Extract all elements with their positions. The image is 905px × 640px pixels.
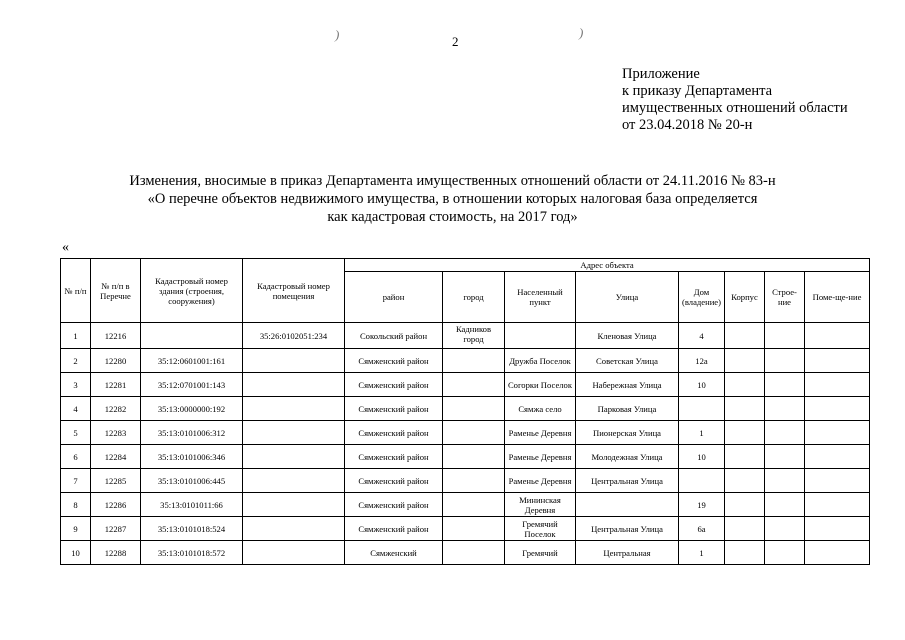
cell-district: Сямженский район [345, 445, 443, 469]
cell-street: Кленовая Улица [576, 323, 679, 349]
cell-corpus [725, 493, 765, 517]
cell-list-num: 12280 [91, 349, 141, 373]
cell-cad-room [243, 493, 345, 517]
cell-settlement: Сямжа село [505, 397, 576, 421]
cell-building [765, 541, 805, 565]
table-row [61, 397, 870, 421]
cell-street: Парковая Улица [576, 397, 679, 421]
appendix-header [622, 66, 848, 134]
cell-city: Кадников город [443, 323, 505, 349]
cell-cad-building: 35:13:0101006:445 [141, 469, 243, 493]
cell-district: Сямженский район [345, 421, 443, 445]
cell-settlement [505, 323, 576, 349]
cell-cad-building: 35:13:0000000:192 [141, 397, 243, 421]
cell-city [443, 349, 505, 373]
cell-cad-room [243, 445, 345, 469]
cell-cad-building: 35:13:0101006:346 [141, 445, 243, 469]
header-settlement: Населенный пункт [505, 272, 576, 323]
cell-city [443, 493, 505, 517]
cell-house: 1 [679, 421, 725, 445]
cell-room [805, 517, 870, 541]
header-house: Дом (владение) [679, 272, 725, 323]
cell-house: 19 [679, 493, 725, 517]
cell-corpus [725, 421, 765, 445]
cell-num: 5 [61, 421, 91, 445]
cell-cad-building: 35:13:0101018:524 [141, 517, 243, 541]
cell-list-num: 12283 [91, 421, 141, 445]
cell-room [805, 493, 870, 517]
header-street: Улица [576, 272, 679, 323]
table-row [61, 469, 870, 493]
cell-list-num: 12282 [91, 397, 141, 421]
cell-room [805, 373, 870, 397]
cell-num: 7 [61, 469, 91, 493]
cell-settlement: Раменье Деревня [505, 445, 576, 469]
cell-city [443, 517, 505, 541]
appendix-line: от 23.04.2018 № 20-н [622, 117, 753, 133]
cell-num: 8 [61, 493, 91, 517]
cell-district: Сямженский район [345, 349, 443, 373]
margin-mark-left: ) [335, 27, 340, 42]
cell-house: 4 [679, 323, 725, 349]
cell-building [765, 445, 805, 469]
cell-room [805, 445, 870, 469]
cell-settlement: Раменье Деревня [505, 469, 576, 493]
cell-cad-building [141, 323, 243, 349]
cell-list-num: 12284 [91, 445, 141, 469]
cell-list-num: 12287 [91, 517, 141, 541]
table-row [61, 349, 870, 373]
cell-street: Центральная [576, 541, 679, 565]
title-line: как кадастровая стоимость, на 2017 год» [327, 209, 578, 225]
cell-corpus [725, 469, 765, 493]
cell-num: 4 [61, 397, 91, 421]
cell-settlement: Раменье Деревня [505, 421, 576, 445]
cell-district: Сямженский район [345, 469, 443, 493]
cell-num: 1 [61, 323, 91, 349]
cell-cad-building: 35:13:0101011:66 [141, 493, 243, 517]
opening-quote: « [62, 240, 69, 255]
header-num: № п/п [61, 259, 91, 323]
header-room: Поме-ще-ние [805, 272, 870, 323]
cell-building [765, 373, 805, 397]
cell-settlement: Гремячий Поселок [505, 517, 576, 541]
table-row [61, 421, 870, 445]
cell-district: Сямженский район [345, 373, 443, 397]
header-building: Строе-ние [765, 272, 805, 323]
cell-cad-room [243, 349, 345, 373]
cell-building [765, 469, 805, 493]
cell-list-num: 12286 [91, 493, 141, 517]
header-district: район [345, 272, 443, 323]
cell-building [765, 421, 805, 445]
cell-corpus [725, 323, 765, 349]
cell-num: 10 [61, 541, 91, 565]
appendix-line: к приказу Департамента [622, 83, 773, 99]
objects-table [60, 258, 870, 565]
cell-cad-building: 35:13:0101006:312 [141, 421, 243, 445]
cell-street: Набережная Улица [576, 373, 679, 397]
cell-city [443, 469, 505, 493]
header-cad-room: Кадастровый номер помещения [243, 259, 345, 323]
title-line: «О перечне объектов недвижимого имущества, в отношении которых налоговая база определяется [147, 191, 758, 207]
cell-house: 12а [679, 349, 725, 373]
cell-city [443, 397, 505, 421]
cell-cad-room [243, 469, 345, 493]
cell-cad-room [243, 397, 345, 421]
cell-cad-room [243, 421, 345, 445]
cell-settlement: Гремячий [505, 541, 576, 565]
cell-cad-room [243, 373, 345, 397]
cell-street: Молодежная Улица [576, 445, 679, 469]
cell-room [805, 421, 870, 445]
cell-street: Центральная Улица [576, 517, 679, 541]
cell-building [765, 349, 805, 373]
appendix-line: Приложение [622, 66, 700, 82]
cell-street: Центральная Улица [576, 469, 679, 493]
cell-corpus [725, 541, 765, 565]
title-line: Изменения, вносимые в приказ Департамента имущественных отношений области от 24.11.2016 № 83-н [129, 173, 776, 189]
cell-settlement: Мининская Деревня [505, 493, 576, 517]
cell-list-num: 12281 [91, 373, 141, 397]
cell-cad-room: 35:26:0102051:234 [243, 323, 345, 349]
cell-district: Сокольский район [345, 323, 443, 349]
table-row [61, 445, 870, 469]
cell-building [765, 493, 805, 517]
document-title [0, 172, 905, 226]
header-address-group: Адрес объекта [345, 259, 870, 272]
cell-num: 3 [61, 373, 91, 397]
header-city: город [443, 272, 505, 323]
margin-mark-right: ) [579, 25, 584, 40]
cell-settlement: Дружба Поселок [505, 349, 576, 373]
cell-cad-building: 35:12:0701001:143 [141, 373, 243, 397]
cell-city [443, 373, 505, 397]
cell-room [805, 541, 870, 565]
cell-district: Сямженский район [345, 493, 443, 517]
cell-corpus [725, 397, 765, 421]
cell-corpus [725, 517, 765, 541]
cell-house: 10 [679, 445, 725, 469]
cell-district: Сямженский [345, 541, 443, 565]
cell-building [765, 397, 805, 421]
table-row [61, 323, 870, 349]
cell-city [443, 421, 505, 445]
header-cad-building: Кадастровый номер здания (строения, сооружения) [141, 259, 243, 323]
cell-street: Пионерская Улица [576, 421, 679, 445]
cell-house: 10 [679, 373, 725, 397]
cell-corpus [725, 349, 765, 373]
cell-list-num: 12285 [91, 469, 141, 493]
cell-cad-room [243, 541, 345, 565]
cell-city [443, 541, 505, 565]
cell-list-num: 12216 [91, 323, 141, 349]
appendix-line: имущественных отношений области [622, 100, 848, 116]
cell-list-num: 12288 [91, 541, 141, 565]
cell-street [576, 493, 679, 517]
cell-settlement: Согорки Поселок [505, 373, 576, 397]
cell-num: 2 [61, 349, 91, 373]
cell-district: Сямженский район [345, 397, 443, 421]
page-number: 2 [452, 34, 459, 49]
cell-house [679, 469, 725, 493]
cell-num: 6 [61, 445, 91, 469]
table-row [61, 541, 870, 565]
table-row [61, 517, 870, 541]
cell-building [765, 323, 805, 349]
cell-cad-building: 35:12:0601001:161 [141, 349, 243, 373]
table-row [61, 373, 870, 397]
cell-room [805, 349, 870, 373]
table-row [61, 493, 870, 517]
cell-house: 1 [679, 541, 725, 565]
cell-room [805, 397, 870, 421]
header-list-num: № п/п в Перечне [91, 259, 141, 323]
cell-district: Сямженский район [345, 517, 443, 541]
cell-room [805, 323, 870, 349]
header-corpus: Корпус [725, 272, 765, 323]
cell-building [765, 517, 805, 541]
cell-city [443, 445, 505, 469]
cell-num: 9 [61, 517, 91, 541]
cell-street: Советская Улица [576, 349, 679, 373]
cell-corpus [725, 373, 765, 397]
cell-house [679, 397, 725, 421]
cell-cad-room [243, 517, 345, 541]
cell-house: 6а [679, 517, 725, 541]
cell-corpus [725, 445, 765, 469]
cell-room [805, 469, 870, 493]
cell-cad-building: 35:13:0101018:572 [141, 541, 243, 565]
